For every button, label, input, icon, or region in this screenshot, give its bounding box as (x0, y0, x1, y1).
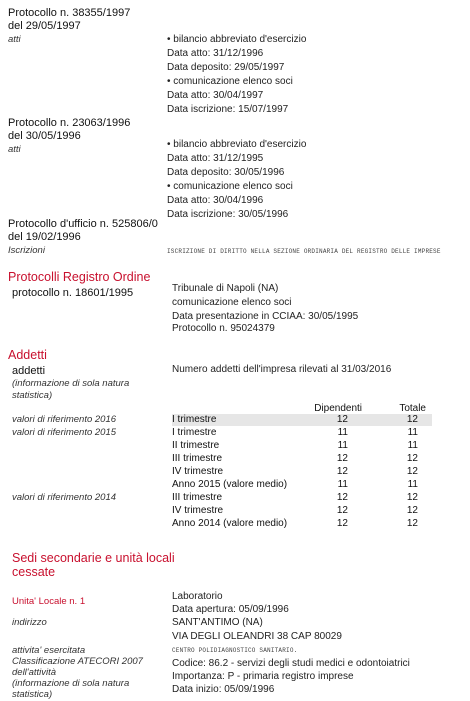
prot2-entry: Data atto: 30/04/1996 (167, 195, 264, 206)
row-period: II trimestre (172, 440, 220, 451)
rif-label: valori di riferimento 2015 (12, 427, 117, 438)
row-dip: 12 (336, 453, 348, 464)
ateco-codice: Codice: 86.2 - servizi degli studi medici e odontoiatrici (172, 658, 410, 669)
prot1-entry: Data atto: 30/04/1997 (167, 90, 264, 101)
prot1-entry: Data iscrizione: 15/07/1997 (167, 104, 289, 115)
prot2-date: del 30/05/1996 (8, 130, 81, 142)
addetti-note: statistica) (12, 390, 53, 401)
addetti-numero: Numero addetti dell'impresa rilevati al 31/03/2016 (172, 364, 392, 375)
row-period: Anno 2014 (valore medio) (172, 518, 288, 529)
row-period: IV trimestre (172, 505, 224, 516)
ateco-label: dell'attività (12, 667, 57, 678)
row-dip: 12 (336, 505, 348, 516)
prot1-entry: Data atto: 31/12/1996 (167, 48, 264, 59)
prot1-label: atti (8, 34, 21, 45)
row-tot: 11 (407, 440, 418, 451)
row-tot: 11 (407, 427, 418, 438)
attivita-value: CENTRO POLIDIAGNOSTICO SANITARIO. (172, 647, 298, 654)
row-period: I trimestre (172, 427, 217, 438)
prot1-entry: Data deposito: 29/05/1997 (167, 62, 285, 73)
prot1-date: del 29/05/1997 (8, 20, 81, 32)
indirizzo-label: indirizzo (12, 617, 47, 628)
prot3-date: del 19/02/1996 (8, 231, 81, 243)
rif-label: valori di riferimento 2014 (12, 492, 117, 503)
ateco-label: (informazione di sola natura (12, 678, 130, 689)
prot2-label: atti (8, 144, 21, 155)
ateco-label: statistica) (12, 689, 53, 700)
addetti-label: addetti (12, 365, 46, 377)
row-dip: 12 (336, 466, 348, 477)
row-period: III trimestre (172, 492, 223, 503)
row-dip: 11 (337, 427, 348, 438)
ateco-inizio: Data inizio: 05/09/1996 (172, 684, 275, 695)
prot3-label: Iscrizioni (8, 245, 45, 256)
unita-value: Laboratorio (172, 591, 223, 602)
addetti-heading: Addetti (8, 348, 47, 362)
registro-protocollo: protocollo n. 18601/1995 (12, 287, 134, 299)
prot2-title: Protocollo n. 23063/1996 (8, 117, 131, 129)
row-tot: 11 (407, 479, 418, 490)
registro-line: Protocollo n. 95024379 (172, 323, 275, 334)
registro-line: Data presentazione in CCIAA: 30/05/1995 (172, 311, 359, 322)
prot1-entry: • comunicazione elenco soci (167, 76, 293, 87)
row-dip: 12 (336, 414, 348, 425)
row-tot: 12 (406, 453, 418, 464)
row-period: III trimestre (172, 453, 223, 464)
unita-apertura: Data apertura: 05/09/1996 (172, 604, 289, 615)
prot1-entry: • bilancio abbreviato d'esercizio (167, 34, 307, 45)
prot2-entry: Data iscrizione: 30/05/1996 (167, 209, 289, 220)
row-dip: 12 (336, 492, 348, 503)
row-tot: 12 (406, 492, 418, 503)
rif-label: valori di riferimento 2016 (12, 414, 117, 425)
registro-line: comunicazione elenco soci (172, 297, 292, 308)
col-header-dipendenti: Dipendenti (314, 403, 362, 414)
indirizzo-line: VIA DEGLI OLEANDRI 38 CAP 80029 (172, 631, 342, 642)
row-period: Anno 2015 (valore medio) (172, 479, 288, 490)
row-dip: 11 (337, 440, 348, 451)
registro-heading: Protocolli Registro Ordine (8, 270, 151, 284)
attivita-label: attivita' esercitata (12, 645, 86, 656)
sedi-heading-cont: cessate (12, 565, 56, 579)
ateco-label: Classificazione ATECORI 2007 (12, 656, 143, 667)
row-dip: 12 (336, 518, 348, 529)
ateco-importanza: Importanza: P - primaria registro imprese (172, 671, 354, 682)
unita-label: Unita' Locale n. 1 (12, 596, 86, 607)
prot3-value: ISCRIZIONE DI DIRITTO NELLA SEZIONE ORDINARIA DEL REGISTRO DELLE IMPRESE (167, 248, 441, 255)
row-tot: 12 (406, 518, 418, 529)
prot2-entry: Data atto: 31/12/1995 (167, 153, 264, 164)
row-tot: 12 (406, 505, 418, 516)
addetti-note: (informazione di sola natura (12, 378, 130, 389)
prot1-title: Protocollo n. 38355/1997 (8, 7, 131, 19)
sedi-heading: Sedi secondarie e unità locali (12, 551, 175, 565)
col-header-totale: Totale (399, 403, 426, 414)
row-dip: 11 (337, 479, 348, 490)
prot2-entry: • comunicazione elenco soci (167, 181, 293, 192)
prot2-entry: Data deposito: 30/05/1996 (167, 167, 285, 178)
row-period: I trimestre (172, 414, 217, 425)
row-tot: 12 (406, 466, 418, 477)
prot2-entry: • bilancio abbreviato d'esercizio (167, 139, 307, 150)
prot3-title: Protocollo d'ufficio n. 525806/0 (8, 218, 158, 230)
registro-line: Tribunale di Napoli (NA) (172, 283, 279, 294)
row-tot: 12 (406, 414, 418, 425)
indirizzo-line: SANT'ANTIMO (NA) (172, 617, 263, 628)
row-period: IV trimestre (172, 466, 224, 477)
